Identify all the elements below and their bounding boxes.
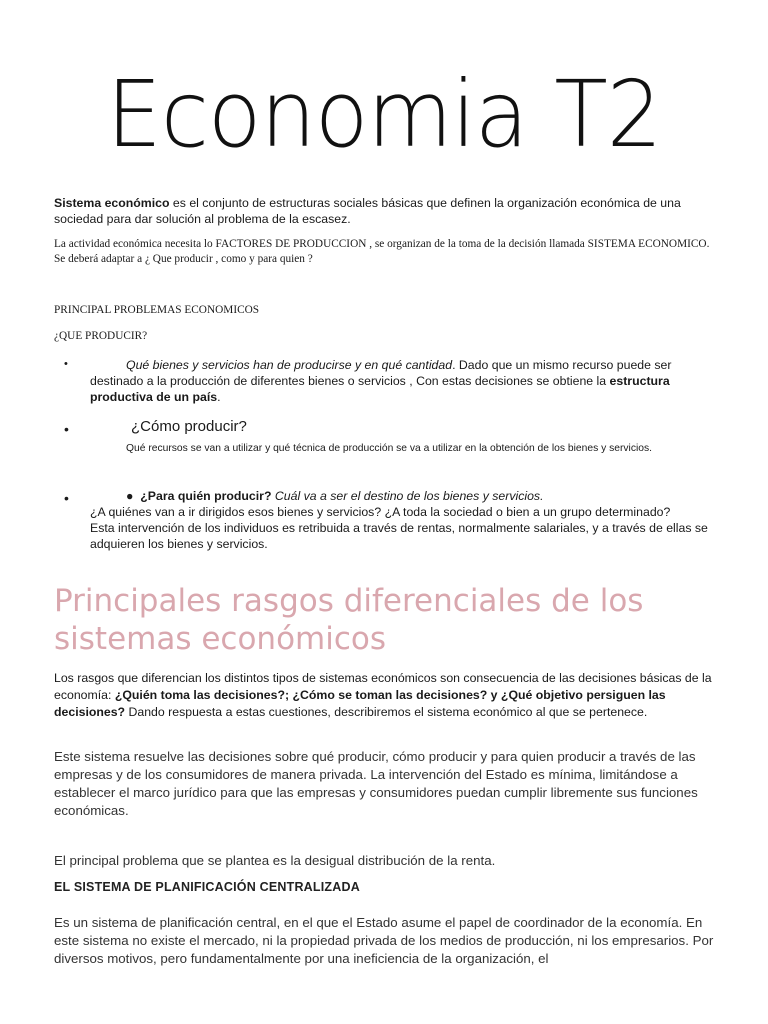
bullet3-line3: Esta intervención de los individuos es retribuida a través de rentas, normalmente salariales, y a través de ellas se adquieren los bienes y servicios. (90, 521, 708, 551)
bullet1-text: . Dado que un mismo recurso puede ser destinado a la producción de diferentes bienes o servicios , Con estas decisiones se obtiene la (90, 358, 672, 388)
intro-term: Sistema económico (54, 196, 170, 210)
intro-paragraph (54, 195, 716, 227)
rasgos-text2: Dando respuesta a estas cuestiones, describiremos el sistema económico al que se pertenece. (125, 705, 648, 719)
bullet-marker: • (64, 421, 69, 437)
bullet3-bold: ¿Para quién producir? (140, 489, 272, 503)
rasgos-paragraph (54, 670, 716, 721)
que-producir-heading: ¿QUE PRODUCIR? (54, 330, 148, 342)
bullet2-text: Qué recursos se van a utilizar y qué técnica de producción se va a utilizar en la obtención de los bienes y servicios. (126, 443, 652, 454)
bullet-item-para-quien (90, 488, 710, 552)
inner-bullet-icon: ● (126, 489, 134, 503)
actividad-paragraph: La actividad económica necesita lo FACTORES DE PRODUCCION , se organizan de la toma de la decisión llamada SISTEMA ECONOMICO. Se deberá adaptar a ¿ Que producir , como y para quien ? (54, 238, 710, 265)
sistema-paragraph: Este sistema resuelve las decisiones sobre qué producir, cómo producir y para quien producir a través de las empresas y de los consumidores de manera privada. La intervención del Estado es mínima, limitándose a establecer el marco jurídico para que las empresas y consumidores puedan cumplir libremente sus funciones económicas. (54, 749, 698, 818)
section-heading: Principales rasgos diferenciales de los sistemas económicos (54, 583, 644, 657)
bullet1-bold: estructura productiva de un país (90, 374, 670, 404)
problems-heading: PRINCIPAL PROBLEMAS ECONOMICOS (54, 304, 260, 316)
problema-paragraph: El principal problema que se plantea es la desigual distribución de la renta. (54, 853, 496, 868)
bullet3-line1 (90, 488, 710, 504)
bullet3-line2: ¿A quiénes van a ir dirigidos esos bienes y servicios? ¿A toda la sociedad o bien a un grupo determinado? (90, 505, 671, 519)
rasgos-bold: ¿Quién toma las decisiones?; ¿Cómo se toman las decisiones? y ¿Qué objetivo persiguen las decisiones? (54, 688, 666, 719)
bullet-marker: • (64, 490, 69, 506)
intro-text: es el conjunto de estructuras sociales básicas que definen la organización económica de una sociedad para dar solución al problema de la escasez. (54, 196, 681, 226)
document-title: Economia T2 (106, 61, 662, 168)
bullet2-title: ¿Cómo producir? (131, 418, 247, 435)
bullet1-italic: Qué bienes y servicios han de producirse y en qué cantidad (126, 358, 453, 372)
bullet1-end: . (217, 390, 221, 404)
bullet3-italic: Cuál va a ser el destino de los bienes y servicios. (271, 489, 544, 503)
bullet-marker: • (64, 358, 68, 370)
planificacion-paragraph: Es un sistema de planificación central, en el que el Estado asume el papel de coordinador de la economía. En este sistema no existe el mercado, ni la propiedad privada de los medios de producción, ni los empresarios. Por diversos motivos, pero fundamentalmente por una ineficiencia de la organización, el (54, 915, 714, 966)
bullet-item-que-producir (90, 357, 710, 405)
planificacion-heading: EL SISTEMA DE PLANIFICACIÓN CENTRALIZADA (54, 880, 360, 894)
rasgos-text1: Los rasgos que diferencian los distintos tipos de sistemas económicos son consecuencia de las decisiones básicas de la economía: (54, 671, 712, 702)
